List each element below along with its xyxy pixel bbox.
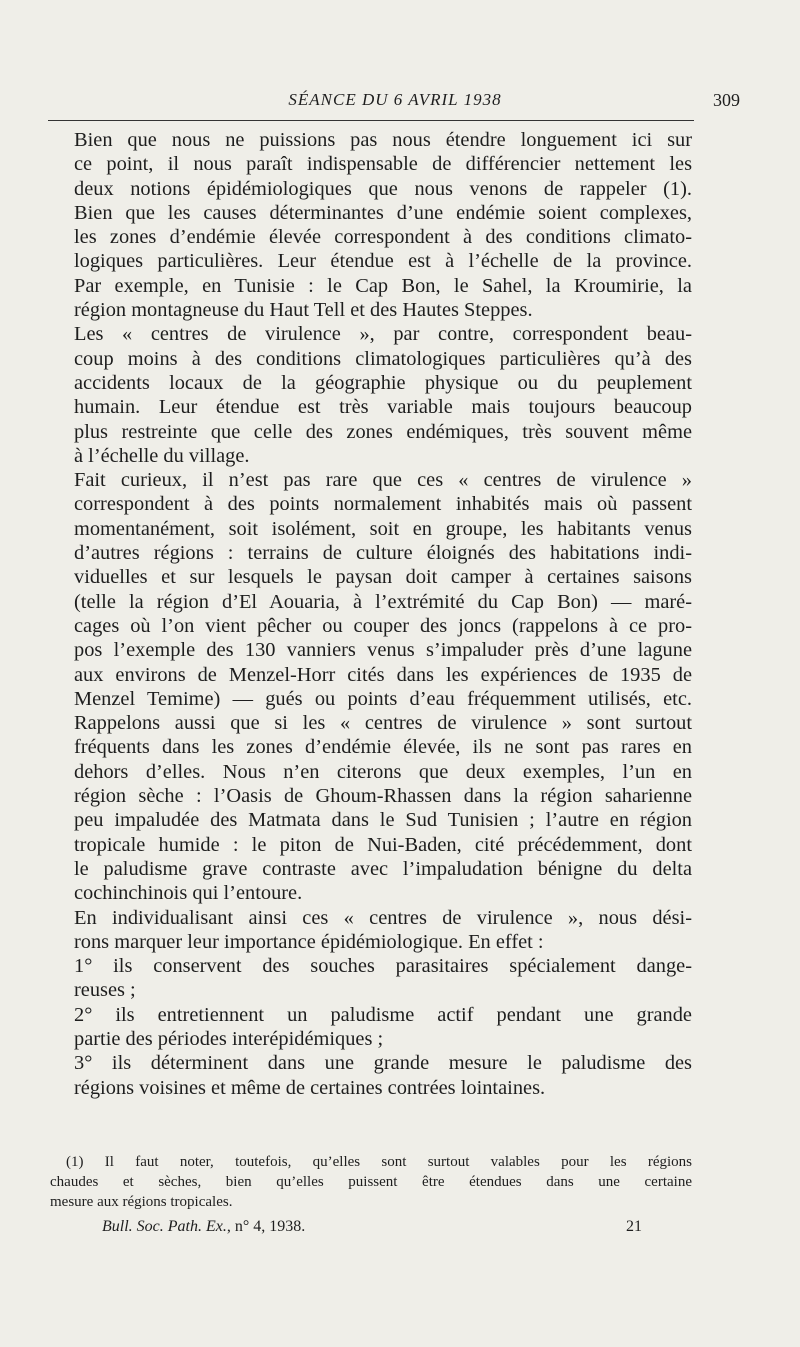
text-line: ce point, il nous paraît indispensable de différencier nettement les (74, 153, 692, 176)
text-line: à l’échelle du village. (74, 444, 250, 467)
text-line: accidents locaux de la géographie physique ou du peuplement (74, 371, 692, 394)
text-line: Fait curieux, il n’est pas rare que ces « centres de virulence » (74, 469, 692, 492)
text-line: partie des périodes interépidémiques ; (74, 1027, 384, 1050)
text-line: région montagneuse du Haut Tell et des Hautes Steppes. (74, 299, 533, 322)
paragraph (50, 954, 692, 1003)
text-line: 3° ils déterminent dans une grande mesure le paludisme des (74, 1052, 692, 1075)
text-line: tropicale humide : le piton de Nui-Baden, cité précédemment, dont (74, 833, 692, 856)
text-line: fréquents dans les zones d’endémie élevée, ils ne sont pas rares en (74, 736, 692, 759)
text-line: momentanément, soit isolément, soit en groupe, les habitants venus (74, 517, 692, 540)
text-line: (telle la région d’El Aouaria, à l’extrémité du Cap Bon) — maré- (74, 590, 692, 613)
text-line: Les « centres de virulence », par contre, correspondent beau- (74, 323, 692, 346)
text-line: pos l’exemple des 130 vanniers venus s’impaluder près d’une lagune (74, 639, 692, 662)
text-line: En individualisant ainsi ces « centres de virulence », nous dési- (74, 906, 692, 929)
text-line: deux notions épidémiologiques que nous venons de rappeler (1). (74, 177, 692, 200)
page-number: 309 (713, 90, 740, 110)
running-head: SÉANCE DU 6 AVRIL 1938 (288, 90, 502, 109)
paragraph (50, 128, 692, 322)
text-line: cochinchinois qui l’entoure. (74, 882, 303, 905)
text-line: Par exemple, en Tunisie : le Cap Bon, le Sahel, la Kroumirie, la (74, 274, 692, 297)
text-line: cages où l’on vient pêcher ou couper des joncs (rappelons à ce pro- (74, 614, 692, 637)
text-line: viduelles et sur lesquels le paysan doit camper à certaines saisons (74, 566, 692, 589)
footnote-line: chaudes et sèches, bien qu’elles puissent être étendues dans une certaine (50, 1174, 692, 1190)
signature-mark: 21 (626, 1218, 642, 1235)
footnote-line: (1) Il faut noter, toutefois, qu’elles sont surtout valables pour les régions (66, 1154, 692, 1170)
text-line: aux environs de Menzel-Horr cités dans les expériences de 1935 de (74, 663, 692, 686)
text-line: rons marquer leur importance épidémiologique. En effet : (74, 930, 544, 953)
paragraph (50, 1051, 692, 1100)
text-line: coup moins à des conditions climatologiques particulières qu’à des (74, 347, 692, 370)
text-line: d’autres régions : terrains de culture éloignés des habitations indi- (74, 542, 692, 565)
text-line: les zones d’endémie élevée correspondent à des conditions climato- (74, 226, 692, 249)
text-line: 1° ils conservent des souches parasitaires spécialement dange- (74, 955, 692, 978)
paragraph (50, 906, 692, 955)
text-line: Menzel Temime) — gués ou points d’eau fréquemment utilisés, etc. (74, 687, 692, 710)
article-body (50, 128, 692, 1100)
text-line: dehors d’elles. Nous n’en citerons que deux exemples, l’un en (74, 760, 692, 783)
header-rule (48, 120, 694, 121)
paragraph (50, 711, 692, 905)
text-line: humain. Leur étendue est très variable mais toujours beaucoup (74, 396, 692, 419)
footnote (50, 1152, 692, 1212)
text-line: logiques particulières. Leur étendue est à l’échelle de la province. (74, 250, 692, 273)
paragraph (50, 468, 692, 711)
text-line: Bien que les causes déterminantes d’une endémie soient complexes, (74, 201, 692, 224)
text-line: région sèche : l’Oasis de Ghoum-Rhassen dans la région saharienne (74, 785, 692, 808)
text-line: 2° ils entretiennent un paludisme actif pendant une grande (74, 1003, 692, 1026)
journal-issue: , n° 4, 1938. (226, 1218, 306, 1235)
page-header (50, 90, 740, 118)
text-line: plus restreinte que celle des zones endémiques, très souvent même (74, 420, 692, 443)
page-footer (102, 1218, 642, 1236)
text-line: reuses ; (74, 979, 136, 1002)
text-line: Rappelons aussi que si les « centres de virulence » sont surtout (74, 712, 692, 735)
journal-title: Bull. Soc. Path. Ex. (102, 1218, 227, 1235)
footnote-line: mesure aux régions tropicales. (50, 1194, 233, 1210)
paragraph (50, 322, 692, 468)
text-line: peu impaludée des Matmata dans le Sud Tunisien ; l’autre en région (74, 809, 692, 832)
text-line: régions voisines et même de certaines contrées lointaines. (74, 1076, 546, 1099)
paragraph (50, 1003, 692, 1052)
text-line: Bien que nous ne puissions pas nous étendre longuement ici sur (74, 129, 692, 151)
text-line: le paludisme grave contraste avec l’impaludation bénigne du delta (74, 857, 692, 880)
text-line: correspondent à des points normalement inhabités mais où passent (74, 493, 692, 516)
